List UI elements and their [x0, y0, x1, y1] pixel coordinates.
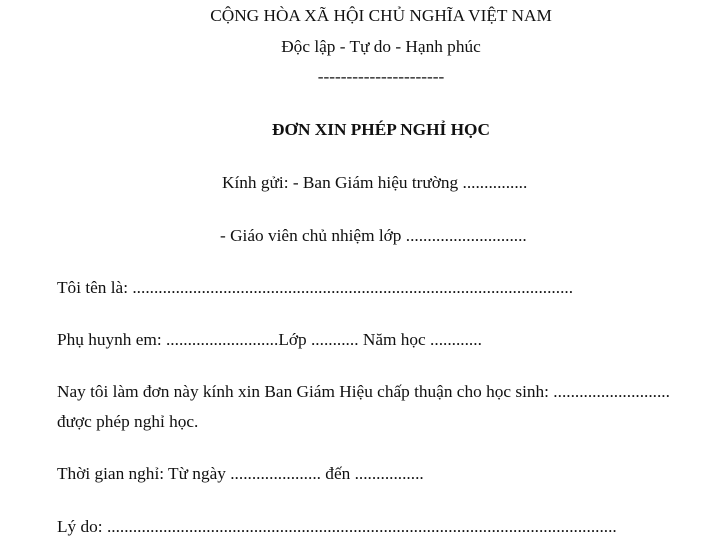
class-label: Lớp — [278, 330, 307, 349]
parent-row — [57, 329, 482, 351]
class-teacher-field[interactable]: ............................ — [405, 226, 527, 245]
reason-row — [57, 516, 617, 538]
time-from-label: Thời gian nghỉ: Từ ngày — [57, 464, 226, 483]
recipient-teacher-label: - Giáo viên chủ nhiệm lớp — [220, 226, 402, 245]
motto-text: Độc lập - Tự do - Hạnh phúc — [281, 37, 481, 56]
nation-heading — [200, 5, 562, 27]
class-field[interactable]: ........... — [310, 330, 359, 349]
request-continuation-text: được phép nghỉ học. — [57, 412, 199, 431]
request-continuation — [57, 411, 198, 433]
student-name-field[interactable]: .......................... — [165, 330, 279, 349]
recipient-line-1 — [222, 172, 527, 194]
reason-field[interactable]: ...................................................................................................................... — [106, 517, 617, 536]
school-name-field[interactable]: ............... — [462, 173, 528, 192]
school-year-label: Năm học — [362, 330, 426, 349]
name-label: Tôi tên là: — [57, 278, 129, 297]
request-row — [57, 381, 670, 403]
title-text: ĐƠN XIN PHÉP NGHỈ HỌC — [272, 120, 490, 139]
date-from-field[interactable]: ..................... — [230, 464, 321, 483]
school-year-field[interactable]: ............ — [430, 330, 482, 349]
recipient-line-2 — [220, 225, 527, 247]
motto-heading — [200, 36, 562, 58]
date-to-field[interactable]: ................ — [354, 464, 424, 483]
separator-line — [200, 66, 562, 88]
name-row — [57, 277, 573, 299]
document-title — [200, 119, 562, 141]
time-row — [57, 463, 424, 485]
nation-text: CỘNG HÒA XÃ HỘI CHỦ NGHĨA VIỆT NAM — [210, 6, 552, 25]
request-text: Nay tôi làm đơn này kính xin Ban Giám Hiệu chấp thuận cho học sinh: — [57, 382, 549, 401]
recipient-school-label: Kính gửi: - Ban Giám hiệu trường — [222, 173, 459, 192]
reason-label: Lý do: — [57, 517, 103, 536]
name-field[interactable]: ...................................................................................................... — [132, 278, 574, 297]
parent-label: Phụ huynh em: — [57, 330, 162, 349]
separator-dashes: ---------------------- — [317, 67, 445, 86]
time-to-label: đến — [325, 464, 351, 483]
student-field[interactable]: ........................... — [553, 382, 670, 401]
